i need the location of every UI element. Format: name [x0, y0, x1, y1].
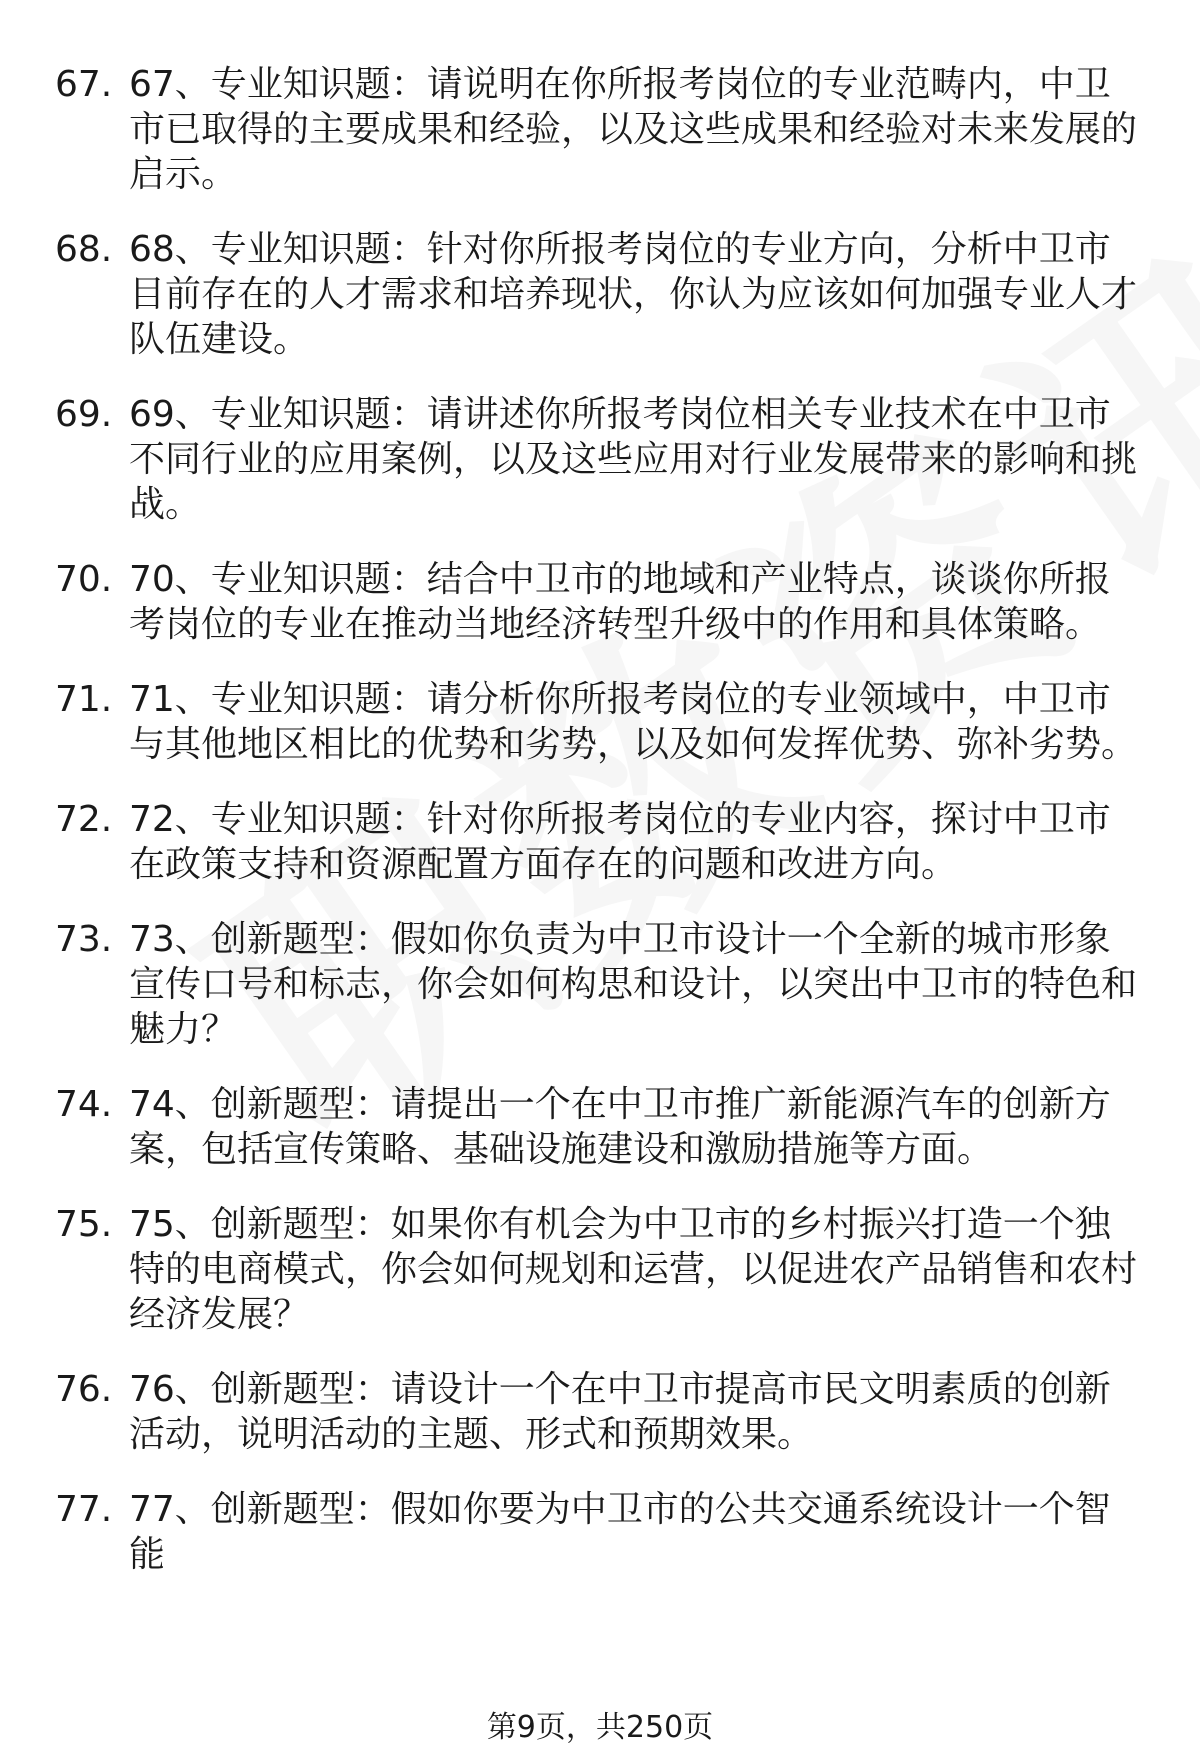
question-number: 75. [55, 1204, 113, 1245]
question-number: 71. [55, 679, 113, 720]
question-item [55, 677, 1145, 767]
question-item [55, 797, 1145, 887]
question-text: 76、创新题型：请设计一个在中卫市提高市民文明素质的创新活动，说明活动的主题、形式和预期效果。 [129, 1369, 1111, 1455]
question-number: 76. [55, 1369, 113, 1410]
page-footer [0, 1708, 1200, 1748]
question-number: 74. [55, 1084, 113, 1125]
question-list [55, 62, 1145, 1607]
question-number: 69. [55, 394, 113, 435]
question-item [55, 227, 1145, 362]
question-number: 67. [55, 64, 113, 105]
question-item [55, 1202, 1145, 1337]
question-number: 77. [55, 1489, 113, 1530]
question-text: 71、专业知识题：请分析你所报考岗位的专业领域中，中卫市与其他地区相比的优势和劣势，以及如何发挥优势、弥补劣势。 [129, 679, 1138, 765]
question-number: 68. [55, 229, 113, 270]
question-item [55, 557, 1145, 647]
question-item [55, 1487, 1145, 1577]
question-item [55, 62, 1145, 197]
question-text: 72、专业知识题：针对你所报考岗位的专业内容，探讨中卫市在政策支持和资源配置方面存在的问题和改进方向。 [129, 799, 1111, 885]
question-number: 73. [55, 919, 113, 960]
question-number: 70. [55, 559, 113, 600]
question-text: 77、创新题型：假如你要为中卫市的公共交通系统设计一个智能 [129, 1489, 1111, 1575]
question-text: 67、专业知识题：请说明在你所报考岗位的专业范畴内，中卫市已取得的主要成果和经验，以及这些成果和经验对未来发展的启示。 [129, 64, 1138, 195]
question-text: 75、创新题型：如果你有机会为中卫市的乡村振兴打造一个独特的电商模式，你会如何规划和运营，以促进农产品销售和农村经济发展？ [129, 1204, 1138, 1335]
question-text: 73、创新题型：假如你负责为中卫市设计一个全新的城市形象宣传口号和标志，你会如何构思和设计，以突出中卫市的特色和魅力？ [129, 919, 1138, 1050]
question-text: 69、专业知识题：请讲述你所报考岗位相关专业技术在中卫市不同行业的应用案例，以及这些应用对行业发展带来的影响和挑战。 [129, 394, 1138, 525]
question-number: 72. [55, 799, 113, 840]
question-item [55, 1367, 1145, 1457]
question-text: 70、专业知识题：结合中卫市的地域和产业特点，谈谈你所报考岗位的专业在推动当地经济转型升级中的作用和具体策略。 [129, 559, 1111, 645]
question-item [55, 392, 1145, 527]
question-item [55, 917, 1145, 1052]
page-number-label: 第9页，共250页 [486, 1710, 714, 1745]
question-text: 68、专业知识题：针对你所报考岗位的专业方向，分析中卫市目前存在的人才需求和培养现状，你认为应该如何加强专业人才队伍建设。 [129, 229, 1138, 360]
question-item [55, 1082, 1145, 1172]
question-text: 74、创新题型：请提出一个在中卫市推广新能源汽车的创新方案，包括宣传策略、基础设施建设和激励措施等方面。 [129, 1084, 1111, 1170]
